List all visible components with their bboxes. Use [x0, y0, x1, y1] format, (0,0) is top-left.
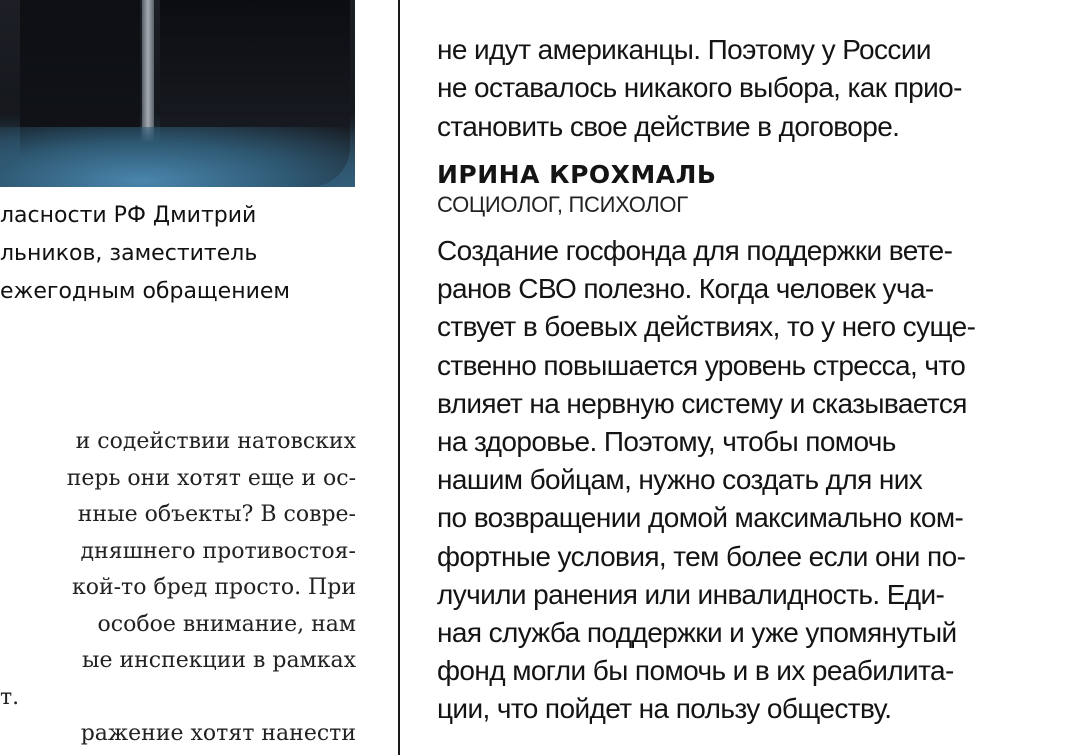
previous-quote: [437, 0, 1072, 146]
photo-floor: [0, 127, 355, 187]
body-line: перь они хотят еще и ос-: [66, 465, 356, 491]
article-body-left: [0, 424, 356, 753]
quote-line: ствует в боевых действиях, то у него суще-: [437, 311, 976, 343]
body-line: кой-то бред просто. При: [71, 575, 356, 600]
quote-line: на здоровье. Поэтому, чтобы помочь: [437, 426, 896, 458]
quote-line: лучили ранения или инвалидность. Еди-: [437, 578, 945, 610]
quote-line: не оставалось никакого выбора, как прио-: [437, 72, 962, 103]
quote-line: ранов СВО полезно. Когда человек уча-: [437, 273, 934, 305]
body-line: т.: [0, 684, 20, 710]
quote-line: ная служба поддержки и уже упомянутый: [437, 617, 957, 649]
quote-line: нашим бойцам, нужно создать для них: [437, 464, 923, 496]
body-line: и содействии натовских: [75, 429, 356, 454]
quote-line: становить свое действие в договоре.: [437, 110, 900, 142]
author-role: СОЦИОЛОГ, ПСИХОЛОГ: [437, 192, 688, 217]
left-column: [0, 0, 398, 755]
body-line: дняшнего противостоя-: [80, 538, 356, 564]
quote-line: по возвращении домой максимально ком-: [437, 502, 964, 534]
quote-line: влияет на нервную систему и сказывается: [437, 387, 967, 419]
quote-line: не идут американцы. Поэтому у России: [437, 33, 931, 65]
body-line: ые инспекции в рамках: [81, 648, 356, 673]
quote-line: ственно повышается уровень стресса, что: [437, 349, 966, 381]
body-line: особое внимание, нам: [97, 611, 356, 637]
caption-line: ежегодным обращением: [0, 279, 291, 304]
caption-line: льников, заместитель: [0, 241, 258, 266]
caption-line: ласности РФ Дмитрий: [0, 203, 257, 228]
quote-line: [437, 0, 1072, 31]
body-line: ражение хотят нанести: [80, 721, 356, 746]
news-photo: [0, 0, 355, 187]
quote-line: фонд могли бы помочь и в их реабилита-: [437, 655, 954, 687]
quote-line: фортные условия, тем более если они по-: [437, 540, 966, 572]
column-divider: [398, 0, 400, 755]
quote-line: ции, что пойдет на пользу обществу.: [437, 693, 892, 725]
photo-caption: [0, 197, 360, 311]
author-quote: [437, 232, 1077, 729]
quote-line: Создание госфонда для поддержки вете-: [437, 235, 953, 266]
author-name: ИРИНА КРОХМАЛЬ: [437, 160, 717, 189]
body-line: нные объекты? В совре-: [77, 502, 356, 527]
